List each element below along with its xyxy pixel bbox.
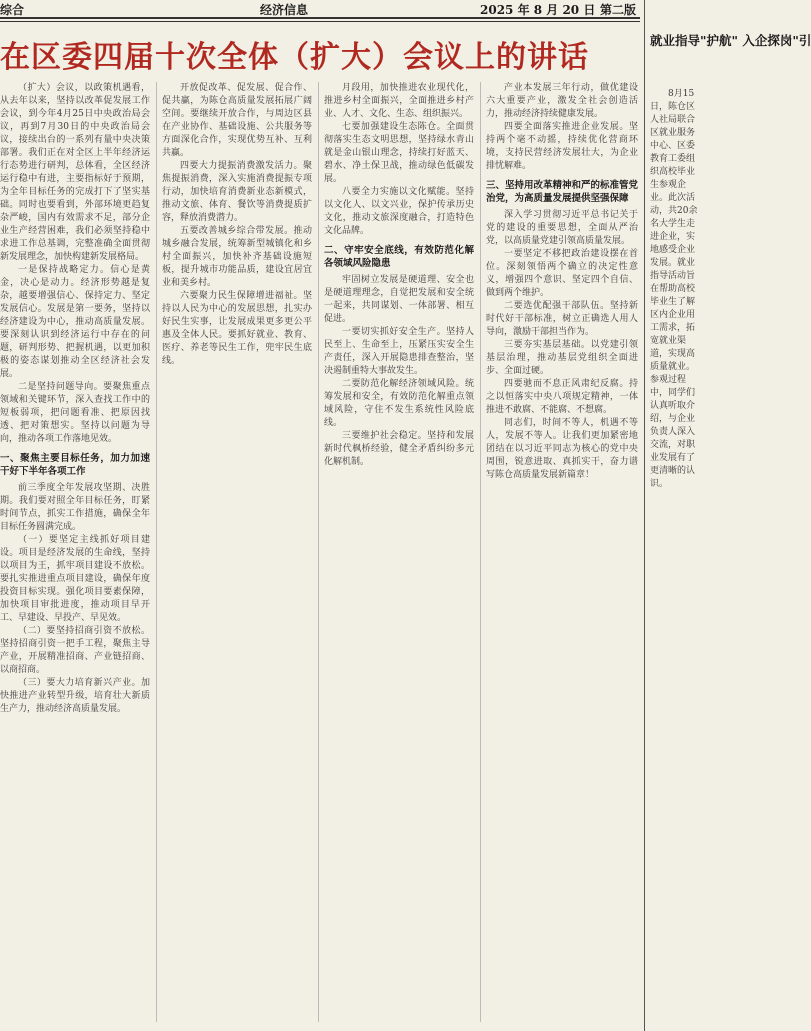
article-column-1 bbox=[0, 82, 150, 1027]
side-article bbox=[650, 88, 700, 1028]
side-article-text: 8月15日，陈仓区人社局联合区就业服务中心、区委教育工委组织高校毕业生参观企业。此次活动，共20余名大学生走进企业，实地感受企业发展。就业指导活动旨在帮助高校毕业生了解区内企业用工需求，拓宽就业渠道，实现高质量就业。参观过程中，同学们认真听取介绍，与企业负责人深入交流，对职业发展有了更清晰的认识。 bbox=[650, 89, 698, 489]
column-divider bbox=[156, 82, 157, 1022]
masthead bbox=[0, 0, 700, 17]
article-column-3 bbox=[324, 82, 474, 1027]
paragraph: 三要维护社会稳定。坚持和发展新时代枫桥经验，健全矛盾纠纷多元化解机制。 bbox=[324, 431, 474, 467]
paragraph: 产业本发展三年行动，做优建设六大重要产业，激发全社会创造活力，推动经济持续健康发展。 bbox=[486, 83, 638, 119]
section-name: 综合 bbox=[0, 3, 25, 17]
section-heading: 三、坚持用改革精神和严的标准管党治党，为高质量发展提供坚强保障 bbox=[486, 180, 639, 204]
page-number: 第二版 bbox=[600, 3, 637, 17]
column-divider bbox=[318, 82, 319, 1022]
paragraph: 一是保持战略定力。信心是黄金，决心是动力。经济形势越是复杂，越要增强信心、保持定力、坚定发展信心。发展是第一要务，坚持以经济建设为中心，推动高质量发展。要深刻认识到经济运行中存在的问题，研判形势、把握机遇，以更加积极的姿态谋划推动全区经济社会发展。 bbox=[0, 265, 150, 379]
masthead-rule bbox=[0, 17, 640, 19]
paragraph: 深入学习贯彻习近平总书记关于党的建设的重要思想，全面从严治党，以高质量党建引领高质量发展。 bbox=[486, 210, 638, 246]
paragraph: （一）要坚定主线抓好项目建设。项目是经济发展的生命线，坚持以项目为王，抓牢项目建设不放松。要扎实推进重点项目建设，确保年度投资目标实现。强化项目要素保障，加快项目审批进度，推动项目早开工、早建设、早投产、早见效。 bbox=[0, 535, 150, 623]
paragraph: 四要驰而不息正风肃纪反腐。持之以恒落实中央八项规定精神，一体推进不敢腐、不能腐、不想腐。 bbox=[486, 379, 638, 415]
paragraph: 七要加强建设生态陈仓。全面贯彻落实生态文明思想，坚持绿水青山就是金山银山理念，持续打好蓝天、碧水、净土保卫战，推动绿色低碳发展。 bbox=[324, 122, 474, 184]
paragraph: 二要防范化解经济领域风险。统筹发展和安全，有效防范化解重点领域风险，守住不发生系统性风险底线。 bbox=[324, 379, 474, 428]
page-divider bbox=[644, 0, 645, 1031]
paragraph: （扩大）会议，以政策机遇看，从去年以来，坚持以改革促发展工作会议，到今年4月25日中央政治局会议，再到7月30日的中央政治局会议，接续出台的一系列有量中央决策部署。我们正在对全区上半年经济运行态势进行研判，总体看，全区经济运行稳中有进，主要指标好于预期，为全年目标任务的完成打下了坚实基础。同时也要看到，外部环境更趋复杂严峻，国内有效需求不足，部分企业生产经营困难，我们必须坚持稳中求进工作总基调，完整准确全面贯彻新发展理念，加快构建新发展格局。 bbox=[0, 83, 150, 262]
paragraph: 月段用，加快推进农业现代化，推进乡村全面振兴，全面推进乡村产业、人才、文化、生态、组织振兴。 bbox=[324, 83, 474, 119]
section-heading: 二、守牢安全底线，有效防范化解各领域风险隐患 bbox=[324, 245, 474, 269]
masthead-rule-thin bbox=[0, 21, 640, 22]
paper-name: 经济信息 bbox=[260, 3, 309, 17]
paragraph: 开放促改革、促发展、促合作、促共赢，为陈仓高质量发展拓展广阔空间。要继续开放合作，与周边区县在产业协作、基础设施、公共服务等方面深化合作，实现优势互补、互利共赢。 bbox=[162, 83, 312, 158]
paragraph: 五要改善城乡综合带发展。推动城乡融合发展，统筹新型城镇化和乡村全面振兴，加快补齐基础设施短板，提升城市功能品质，建设宜居宜业和美乡村。 bbox=[162, 226, 312, 288]
paragraph: 四要全面落实推进企业发展。坚持两个毫不动摇，持续优化营商环境，支持民营经济发展壮大，为企业排忧解难。 bbox=[486, 122, 638, 171]
issue-date: 2025 年 8 月 20 日 bbox=[480, 3, 596, 17]
paragraph: 三要夯实基层基础。以党建引领基层治理，推动基层党组织全面进步、全面过硬。 bbox=[486, 340, 638, 376]
headline: 在区委四届十次全体（扩大）会议上的讲话 bbox=[0, 40, 589, 75]
paragraph: 二要选优配强干部队伍。坚持新时代好干部标准，树立正确选人用人导向，激励干部担当作为。 bbox=[486, 301, 638, 337]
paragraph: 前三季度全年发展攻坚期、决胜期。我们要对照全年目标任务，盯紧时间节点，抓实工作措施，确保全年目标任务圆满完成。 bbox=[0, 483, 150, 532]
paragraph: （二）要坚持招商引资不放松。坚持招商引资一把手工程，聚焦主导产业，开展精准招商、产业链招商、以商招商。 bbox=[0, 626, 150, 675]
section-heading: 一、聚焦主要目标任务，加力加速干好下半年各项工作 bbox=[0, 453, 150, 477]
paragraph: 一要切实抓好安全生产。坚持人民至上、生命至上，压紧压实安全生产责任，深入开展隐患排查整治，坚决遏制重特大事故发生。 bbox=[324, 327, 474, 376]
article-column-2 bbox=[162, 82, 312, 1027]
paragraph: 牢固树立发展是硬道理、安全也是硬道理理念，自觉把发展和安全统一起来，共同谋划、一体部署、相互促进。 bbox=[324, 275, 474, 324]
paragraph: 六要聚力民生保障增进福祉。坚持以人民为中心的发展思想，扎实办好民生实事，让发展成果更多更公平惠及全体人民。要抓好就业、教育、医疗、养老等民生工作，兜牢民生底线。 bbox=[162, 291, 312, 366]
paragraph: 四要大力提振消费激发活力。聚焦提振消费，深入实施消费提振专项行动，加快培育消费新业态新模式，推动文旅、体育、餐饮等消费提质扩容，释放消费潜力。 bbox=[162, 161, 312, 223]
column-divider bbox=[480, 82, 481, 1022]
paragraph: 二是坚持问题导向。要聚焦重点领域和关键环节，深入查找工作中的短板弱项，把问题看准、把原因找透、把对策想实。坚持以问题为导向，推动各项工作落地见效。 bbox=[0, 382, 150, 444]
paragraph: （三）要大力培育新兴产业。加快推进产业转型升级，培育壮大新质生产力，推动经济高质量发展。 bbox=[0, 678, 150, 714]
side-headline: 就业指导"护航" 入企探岗"引 bbox=[650, 33, 811, 48]
paragraph: 同志们，时间不等人，机遇不等人，发展不等人。让我们更加紧密地团结在以习近平同志为核心的党中央周围，锐意进取、真抓实干，奋力谱写陈仓高质量发展新篇章！ bbox=[486, 418, 638, 480]
article-column-4 bbox=[486, 82, 638, 1027]
paragraph: 八要全力实施以文化赋能。坚持以文化人、以文兴业，保护传承历史文化，推动文旅深度融合，打造特色文化品牌。 bbox=[324, 187, 474, 236]
paragraph: 一要坚定不移把政治建设摆在首位。深刻领悟两个确立的决定性意义，增强四个意识、坚定四个自信、做到两个维护。 bbox=[486, 249, 638, 298]
